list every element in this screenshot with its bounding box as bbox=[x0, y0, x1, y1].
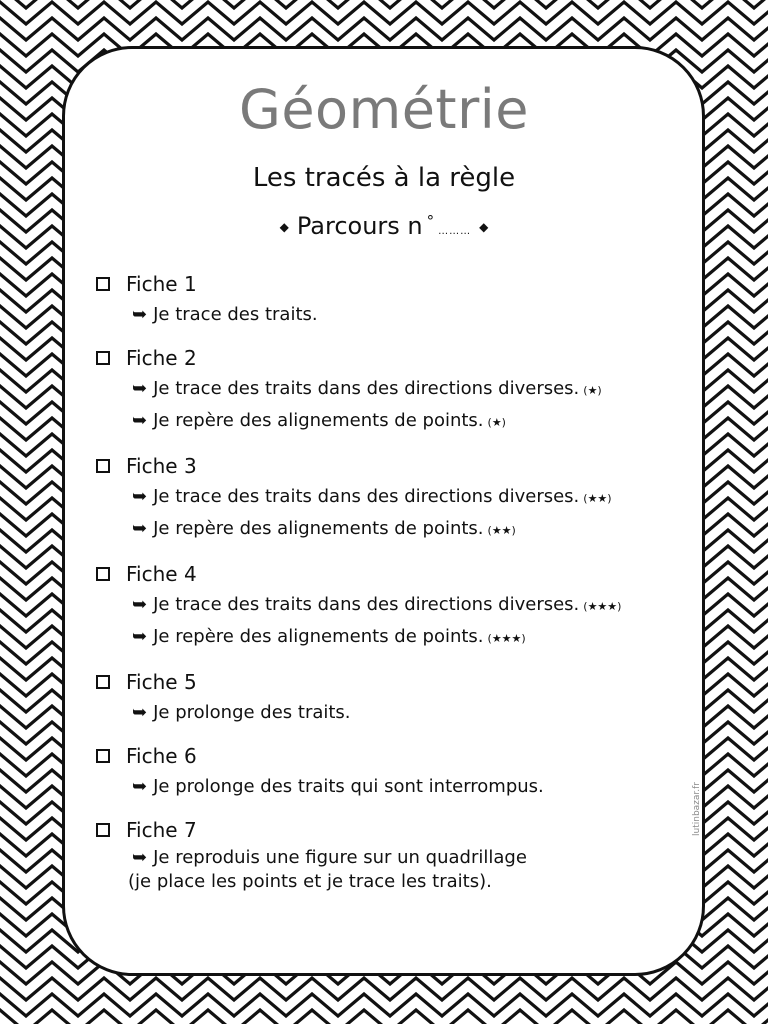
fiche-title: Fiche 4 bbox=[126, 562, 197, 586]
difficulty-stars: (★) bbox=[583, 384, 602, 397]
objective-item bbox=[132, 374, 696, 406]
objective-text: Je repère des alignements de points. bbox=[153, 410, 484, 431]
fiche-3 bbox=[96, 450, 696, 546]
checkbox[interactable] bbox=[96, 351, 110, 365]
fiche-header bbox=[96, 450, 696, 482]
parcours-line bbox=[0, 212, 768, 240]
objective-text: Je prolonge des traits. bbox=[153, 702, 351, 723]
checkbox[interactable] bbox=[96, 675, 110, 689]
arrow-icon: ➥ bbox=[132, 518, 148, 539]
difficulty-stars: (★★★) bbox=[583, 600, 622, 613]
objective-text: Je trace des traits dans des directions diverses. bbox=[153, 486, 580, 507]
fiche-title: Fiche 1 bbox=[126, 272, 197, 296]
arrow-icon: ➥ bbox=[132, 626, 148, 647]
fiche-title: Fiche 7 bbox=[126, 818, 197, 842]
objective-item bbox=[132, 406, 696, 438]
diamond-right-icon: ◆ bbox=[479, 220, 489, 234]
fiche-title: Fiche 2 bbox=[126, 346, 197, 370]
checkbox[interactable] bbox=[96, 749, 110, 763]
objective-text: Je trace des traits dans des directions diverses. bbox=[153, 378, 580, 399]
arrow-icon: ➥ bbox=[132, 304, 148, 325]
objective-text: Je repère des alignements de points. bbox=[153, 626, 484, 647]
arrow-icon: ➥ bbox=[132, 410, 148, 431]
checkbox[interactable] bbox=[96, 459, 110, 473]
objective-item bbox=[132, 482, 696, 514]
fiche-list bbox=[96, 268, 696, 906]
objective-item bbox=[132, 590, 696, 622]
page-title: Géométrie bbox=[238, 78, 530, 141]
objective-text: Je reproduis une figure sur un quadrillage bbox=[153, 847, 527, 868]
checkbox[interactable] bbox=[96, 823, 110, 837]
arrow-icon: ➥ bbox=[132, 486, 148, 507]
fiche-header bbox=[96, 268, 696, 300]
diamond-left-icon: ◆ bbox=[279, 220, 289, 234]
chevron-stripe bbox=[0, 0, 768, 8]
fiche-7 bbox=[96, 814, 696, 894]
difficulty-stars: (★★) bbox=[487, 524, 516, 537]
fiche-header bbox=[96, 558, 696, 590]
fiche-header bbox=[96, 740, 696, 772]
checkbox[interactable] bbox=[96, 277, 110, 291]
fiche-4 bbox=[96, 558, 696, 654]
fiche-title: Fiche 5 bbox=[126, 670, 197, 694]
arrow-icon: ➥ bbox=[132, 847, 148, 868]
objective-text-continued: (je place les points et je trace les traits). bbox=[128, 871, 492, 892]
fiche-header bbox=[96, 342, 696, 374]
credit-text: lutinbazar.fr bbox=[692, 781, 702, 836]
fiche-2 bbox=[96, 342, 696, 438]
arrow-icon: ➥ bbox=[132, 378, 148, 399]
fiche-5 bbox=[96, 666, 696, 728]
objective-item bbox=[132, 622, 696, 654]
fiche-title: Fiche 6 bbox=[126, 744, 197, 768]
objective-item bbox=[132, 300, 696, 330]
fiche-header bbox=[96, 666, 696, 698]
parcours-label: Parcours n bbox=[296, 212, 423, 240]
objective-item bbox=[132, 698, 696, 728]
objective-item bbox=[128, 846, 696, 894]
objective-text: Je trace des traits dans des directions diverses. bbox=[153, 594, 580, 615]
objective-text: Je trace des traits. bbox=[153, 304, 318, 325]
fiche-header bbox=[96, 814, 696, 846]
objective-item bbox=[132, 514, 696, 546]
fiche-title: Fiche 3 bbox=[126, 454, 197, 478]
arrow-icon: ➥ bbox=[132, 702, 148, 723]
difficulty-stars: (★★★) bbox=[487, 632, 526, 645]
difficulty-stars: (★) bbox=[487, 416, 506, 429]
fiche-6 bbox=[96, 740, 696, 802]
objective-text: Je prolonge des traits qui sont interrompus. bbox=[153, 776, 544, 797]
checkbox[interactable] bbox=[96, 567, 110, 581]
fiche-1 bbox=[96, 268, 696, 330]
difficulty-stars: (★★) bbox=[583, 492, 612, 505]
objective-text: Je repère des alignements de points. bbox=[153, 518, 484, 539]
parcours-degree: ° bbox=[426, 212, 435, 230]
parcours-number-blank: ……… bbox=[438, 226, 472, 237]
arrow-icon: ➥ bbox=[132, 776, 148, 797]
objective-item bbox=[132, 772, 696, 802]
arrow-icon: ➥ bbox=[132, 594, 148, 615]
page-subtitle: Les tracés à la règle bbox=[252, 163, 516, 193]
